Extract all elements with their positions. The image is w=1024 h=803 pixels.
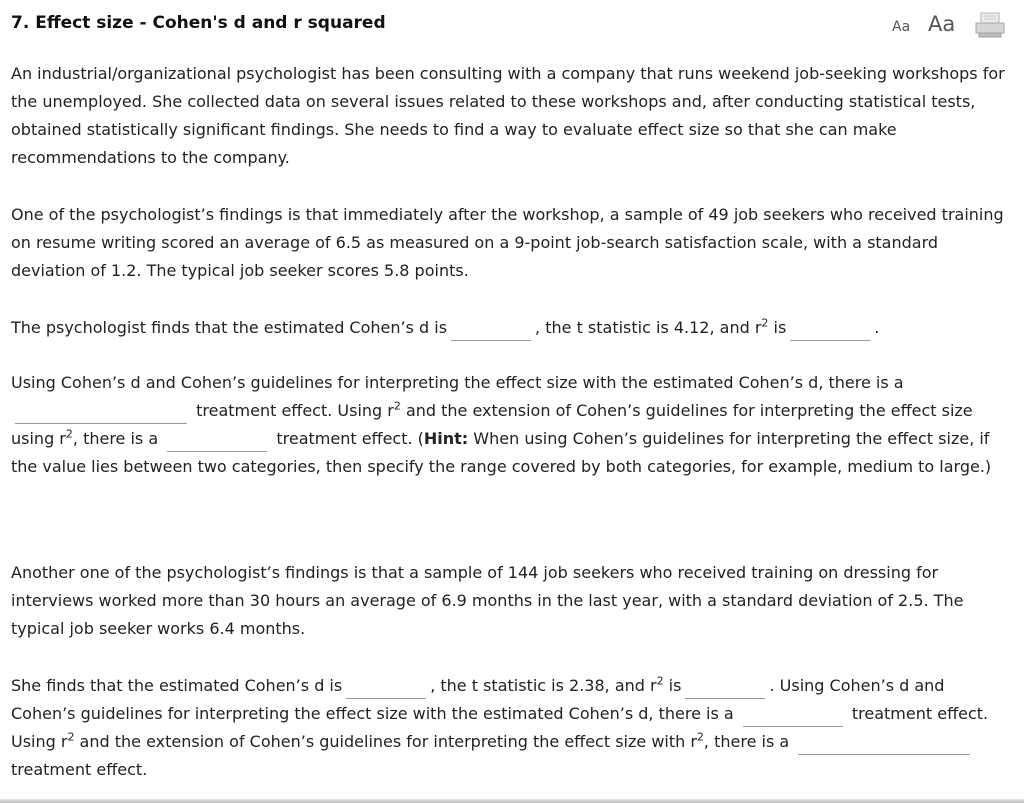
hint-label: Hint: (423, 429, 469, 448)
effect-size-r2-2-dropdown[interactable] (798, 734, 970, 755)
effect-size-r2-1-dropdown[interactable] (167, 431, 267, 452)
question-body (11, 60, 1011, 784)
r-squared-2-dropdown[interactable] (685, 678, 765, 699)
print-icon[interactable] (974, 12, 1006, 42)
finding-2-paragraph: Another one of the psychologist’s findings is that a sample of 144 job seekers who received training on dressing for interviews worked more than 30 hours an average of 6.9 months in the last year, with a standard deviation of 2.5. The typical job seeker works 6.4 months. (11, 563, 964, 638)
finding-1-paragraph: One of the psychologist’s findings is that immediately after the workshop, a sample of 49 job seekers who received training on resume writing scored an average of 6.5 as measured on a 9-point job-search satisfaction scale, with a standard deviation of 1.2. The typical job seeker scores 5.8 points. (11, 205, 1004, 280)
cohens-d-2-dropdown[interactable] (346, 678, 426, 699)
r-squared-1-dropdown[interactable] (790, 320, 870, 341)
finding-1-question-2: Using Cohen’s d and Cohen’s guidelines for interpreting the effect size with the estimated Cohen’s d, there is a treatment effect. Using $r^2$ and the extension of Cohen’s guidelines for interpreting the effect size using $r^2$, there is a treatment effect. (Hint: When using Cohen’s guidelines for interpreting the effect size, if the value lies between two categories, then specify the range covered by both categories, for example, medium to large.) (11, 373, 992, 476)
bottom-divider (0, 799, 1024, 803)
finding-2-question: She finds that the estimated Cohen’s d is , the t statistic is 2.38, and $r^2$ is . Using Cohen’s d and Cohen’s guidelines for interpreting the effect size with the estimated Cohen’s d, there is a treatment effect. Using $r^2$ and the extension of Cohen’s guidelines for interpreting the effect size with $r^2$, there is a treatment effect. (11, 674, 989, 779)
finding-1-question-1: The psychologist finds that the estimated Cohen’s d is , the t statistic is 4.12, and $r^2$ is . (11, 314, 1011, 342)
intro-paragraph: An industrial/organizational psychologist has been consulting with a company that runs weekend job-seeking workshops for the unemployed. She collected data on several issues related to these workshops and, after conducting statistical tests, obtained statistically significant findings. She needs to find a way to evaluate effect size so that she can make recommendations to the company. (11, 64, 1005, 167)
increase-font-button[interactable]: Aa (928, 12, 956, 36)
question-header (0, 0, 1024, 48)
question-title: 7. Effect size - Cohen's d and r squared (11, 13, 386, 33)
decrease-font-button[interactable]: Aa (892, 19, 911, 35)
effect-size-d-2-dropdown[interactable] (743, 706, 843, 727)
cohens-d-1-dropdown[interactable] (451, 320, 531, 341)
effect-size-d-1-dropdown[interactable] (15, 403, 187, 424)
